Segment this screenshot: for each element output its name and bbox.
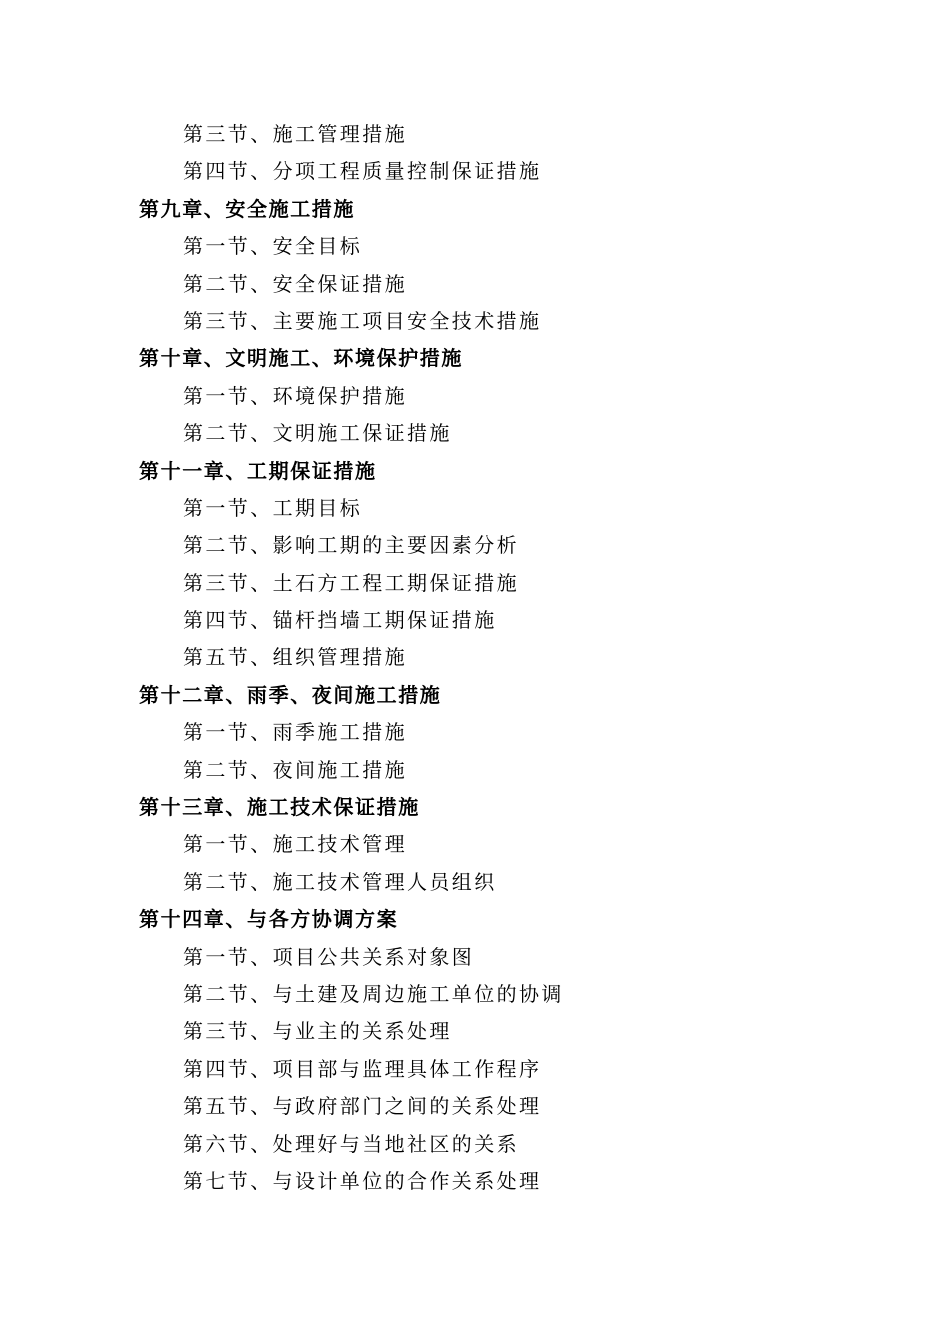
toc-chapter-heading: 第十三章、施工技术保证措施	[139, 795, 420, 820]
toc-section-entry: 第一节、雨季施工措施	[183, 720, 407, 745]
toc-section-entry: 第四节、锚杆挡墙工期保证措施	[183, 608, 497, 633]
toc-section-entry: 第一节、安全目标	[183, 234, 363, 259]
toc-section-entry: 第三节、与业主的关系处理	[183, 1019, 452, 1044]
toc-section-entry: 第二节、文明施工保证措施	[183, 421, 452, 446]
toc-section-entry: 第四节、项目部与监理具体工作程序	[183, 1056, 542, 1081]
toc-chapter-heading: 第十一章、工期保证措施	[139, 458, 377, 483]
toc-section-entry: 第一节、工期目标	[183, 495, 363, 520]
toc-section-entry: 第五节、与政府部门之间的关系处理	[183, 1094, 542, 1119]
toc-section-entry: 第一节、施工技术管理	[183, 832, 407, 857]
toc-section-entry: 第三节、土石方工程工期保证措施	[183, 570, 519, 595]
toc-section-entry: 第二节、夜间施工措施	[183, 757, 407, 782]
toc-section-entry: 第三节、施工管理措施	[183, 122, 407, 146]
toc-section-entry: 第五节、组织管理措施	[183, 645, 407, 670]
toc-section-entry: 第七节、与设计单位的合作关系处理	[183, 1168, 542, 1193]
table-of-contents	[0, 116, 950, 1200]
toc-section-entry: 第二节、影响工期的主要因素分析	[183, 533, 519, 558]
toc-section-entry: 第二节、安全保证措施	[183, 271, 407, 296]
toc-section-entry: 第六节、处理好与当地社区的关系	[183, 1131, 519, 1156]
toc-section-entry: 第四节、分项工程质量控制保证措施	[183, 159, 542, 184]
toc-chapter-heading: 第十章、文明施工、环境保护措施	[139, 346, 463, 371]
toc-chapter-heading: 第九章、安全施工措施	[139, 196, 355, 221]
toc-section-entry: 第三节、主要施工项目安全技术措施	[183, 308, 542, 333]
toc-section-entry: 第一节、环境保护措施	[183, 383, 407, 408]
toc-section-entry: 第二节、与土建及周边施工单位的协调	[183, 981, 564, 1006]
toc-chapter-heading: 第十二章、雨季、夜间施工措施	[139, 682, 442, 707]
toc-section-entry: 第一节、项目公共关系对象图	[183, 944, 475, 969]
toc-section-entry: 第二节、施工技术管理人员组织	[183, 869, 497, 894]
toc-chapter-heading: 第十四章、与各方协调方案	[139, 907, 399, 932]
